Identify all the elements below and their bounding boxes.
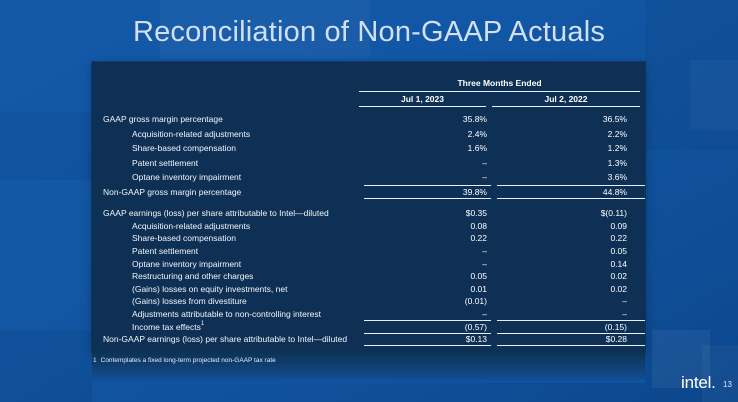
row-value: – bbox=[482, 309, 487, 320]
row-value: 44.8% bbox=[497, 185, 645, 200]
row-label: Optane inventory impairment bbox=[132, 172, 242, 183]
row-value: 0.14 bbox=[610, 258, 627, 269]
row-label: Acquisition-related adjustments bbox=[132, 128, 251, 139]
row-value: $0.35 bbox=[465, 208, 487, 219]
row-value: – bbox=[482, 246, 487, 257]
row-value: 1.2% bbox=[607, 143, 627, 154]
table-row bbox=[92, 245, 645, 258]
row-label: Adjustments attributable to non-controlling interest bbox=[132, 309, 321, 320]
table-header-spanner-row bbox=[92, 77, 645, 92]
row-value: 3.6% bbox=[607, 172, 627, 183]
table-row bbox=[92, 220, 645, 233]
row-label: GAAP gross margin percentage bbox=[103, 114, 223, 125]
table-header-spanner: Three Months Ended bbox=[359, 77, 640, 92]
row-label: (Gains) losses from divestiture bbox=[132, 296, 247, 307]
footnote-marker: 1 bbox=[93, 357, 97, 364]
background-patch bbox=[690, 60, 738, 130]
table-row bbox=[92, 156, 645, 171]
reconciliation-table bbox=[92, 62, 645, 352]
row-value: 2.4% bbox=[467, 128, 487, 139]
row-label: GAAP earnings (loss) per share attributable to Intel—diluted bbox=[103, 208, 329, 219]
row-value: 0.02 bbox=[610, 271, 627, 282]
footnote-band bbox=[92, 352, 645, 383]
row-label: Income tax effects 1 bbox=[132, 321, 205, 332]
row-label: Share-based compensation bbox=[132, 233, 236, 244]
table-row bbox=[92, 127, 645, 142]
table-row bbox=[92, 207, 645, 220]
row-value: – bbox=[622, 296, 627, 307]
background-patch bbox=[0, 330, 92, 402]
table-row bbox=[92, 112, 645, 127]
row-value: – bbox=[622, 309, 627, 320]
table-section-eps-reconciliation bbox=[92, 207, 645, 346]
row-value: $0.28 bbox=[497, 333, 645, 346]
row-value: $0.13 bbox=[364, 333, 491, 346]
row-label: Acquisition-related adjustments bbox=[132, 220, 251, 231]
row-label: Non-GAAP gross margin percentage bbox=[103, 186, 242, 197]
page-number: 13 bbox=[723, 380, 732, 389]
table-row bbox=[92, 308, 645, 321]
row-value: 35.8% bbox=[462, 114, 487, 125]
footnote-text: Contemplates a fixed long-term projected non-GAAP tax rate bbox=[100, 357, 276, 364]
table-body bbox=[92, 112, 645, 346]
table-row bbox=[92, 270, 645, 283]
table-row bbox=[92, 320, 645, 333]
row-label: Patent settlement bbox=[132, 157, 199, 168]
row-value: 39.8% bbox=[364, 185, 491, 200]
table-row bbox=[92, 185, 645, 200]
table-row bbox=[92, 333, 645, 346]
row-label: (Gains) losses on equity investments, net bbox=[132, 283, 288, 294]
row-value: 0.05 bbox=[610, 246, 627, 257]
footnote-reference: 1 bbox=[200, 321, 205, 328]
page-title: Reconciliation of Non-GAAP Actuals bbox=[132, 16, 606, 48]
row-value: – bbox=[482, 172, 487, 183]
row-value: 1.3% bbox=[607, 157, 627, 168]
row-value: 1.6% bbox=[467, 143, 487, 154]
row-value: $(0.11) bbox=[600, 208, 627, 219]
table-header-dates-row bbox=[92, 92, 645, 107]
row-value: 0.22 bbox=[610, 233, 627, 244]
table-row bbox=[92, 295, 645, 308]
table-row bbox=[92, 170, 645, 185]
header-spacer bbox=[92, 77, 359, 92]
table-row bbox=[92, 283, 645, 296]
row-value: – bbox=[482, 258, 487, 269]
table-row bbox=[92, 141, 645, 156]
row-label: Patent settlement bbox=[132, 246, 199, 257]
row-label: Non-GAAP earnings (loss) per share attributable to Intel—diluted bbox=[103, 334, 348, 345]
row-label: Share-based compensation bbox=[132, 143, 236, 154]
row-value: 0.02 bbox=[610, 283, 627, 294]
row-value: (0.15) bbox=[497, 320, 645, 333]
row-value: 0.22 bbox=[470, 233, 487, 244]
column-header-jul-2-2022: Jul 2, 2022 bbox=[492, 92, 640, 107]
row-value: 0.08 bbox=[470, 220, 487, 231]
row-label: Restructuring and other charges bbox=[132, 271, 254, 282]
table-section-gross-margin-reconciliation bbox=[92, 112, 645, 199]
row-value: 0.01 bbox=[470, 283, 487, 294]
header-spacer bbox=[92, 92, 359, 107]
row-value: 0.05 bbox=[470, 271, 487, 282]
row-label: Optane inventory impairment bbox=[132, 258, 242, 269]
row-value: 36.5% bbox=[602, 114, 627, 125]
intel-logo: intel. bbox=[681, 373, 716, 392]
table-row bbox=[92, 257, 645, 270]
table-row bbox=[92, 232, 645, 245]
row-value: (0.57) bbox=[364, 320, 491, 333]
row-value: 2.2% bbox=[607, 128, 627, 139]
row-value: (0.01) bbox=[464, 296, 487, 307]
row-value: – bbox=[482, 157, 487, 168]
row-value: 0.09 bbox=[610, 220, 627, 231]
footnote bbox=[93, 357, 276, 364]
column-header-jul-1-2023: Jul 1, 2023 bbox=[359, 92, 486, 107]
